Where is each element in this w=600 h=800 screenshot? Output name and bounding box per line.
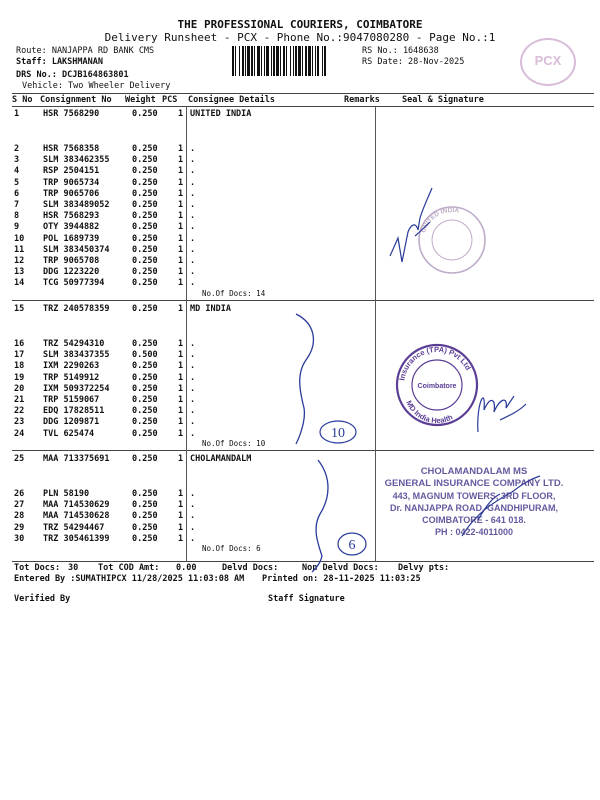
row-pcs: 1 <box>178 417 184 428</box>
row-pcs: 1 <box>178 211 184 222</box>
row-sno: 24 <box>14 428 25 439</box>
united-india-stamp <box>419 207 485 273</box>
col-remarks: Remarks <box>344 95 380 105</box>
row-weight: 0.250 <box>132 522 158 533</box>
row-sno: 21 <box>14 395 25 405</box>
row-pcs: 1 <box>178 522 184 533</box>
row-details: . <box>190 211 196 222</box>
md-india-stamp <box>397 345 477 425</box>
row-sno: 15 <box>14 304 25 314</box>
rs-no: RS No.: 1648638 <box>362 46 439 56</box>
row-details: . <box>190 522 196 533</box>
row-details: . <box>190 278 196 289</box>
row-pcs: 1 <box>178 278 184 289</box>
row-pcs: 1 <box>178 144 184 154</box>
row-pcs: 1 <box>178 350 184 361</box>
row-pcs: 1 <box>178 361 184 372</box>
row-consignment: DDG 1223220 <box>43 267 100 278</box>
row-consignment: POL 1689739 <box>43 233 100 244</box>
vehicle-label: Vehicle: Two Wheeler Delivery <box>22 81 171 91</box>
row-sno: 10 <box>14 233 25 244</box>
row-details: . <box>190 428 196 439</box>
row-pcs: 1 <box>178 166 184 177</box>
row-pcs: 1 <box>178 489 184 499</box>
row-weight: 0.250 <box>132 267 158 278</box>
row-consignment: RSP 2504151 <box>43 166 100 177</box>
row-consignment: TRP 5159067 <box>43 395 100 405</box>
delvy-pts-label: Delvy pts: <box>398 563 450 573</box>
row-details: . <box>190 361 196 372</box>
md-stamp-outer-text: Insurance (TPA) Pvt Ltd <box>397 344 473 382</box>
signature-2 <box>478 396 526 432</box>
row-details: . <box>190 222 196 233</box>
row-weight: 0.250 <box>132 339 158 349</box>
row-sno: 28 <box>14 511 25 522</box>
non-delvd-docs-label: Non Delvd Docs: <box>302 563 379 573</box>
row-pcs: 1 <box>178 256 184 266</box>
row-consignment: HSR 7568290 <box>43 109 100 119</box>
row-pcs: 1 <box>178 395 184 405</box>
row-weight: 0.500 <box>132 350 158 361</box>
row-sno: 2 <box>14 144 20 154</box>
md-stamp-bottom-text: MD India Health <box>404 399 455 426</box>
row-sno: 23 <box>14 417 25 428</box>
row-weight: 0.250 <box>132 278 158 289</box>
row-sno: 25 <box>14 454 25 464</box>
row-pcs: 1 <box>178 177 184 188</box>
chola-stamp-line: COIMBATORE - 641 018. <box>422 515 526 525</box>
bracket-group-2 <box>296 314 313 444</box>
row-pcs: 1 <box>178 511 184 522</box>
row-consignment: SLM 383450374 <box>43 244 110 255</box>
row-details: . <box>190 188 196 199</box>
row-sno: 1 <box>14 109 20 119</box>
row-pcs: 1 <box>178 339 184 349</box>
row-details: . <box>190 406 196 417</box>
row-details: . <box>190 200 196 210</box>
row-consignment: MAA 714530628 <box>43 511 110 522</box>
docs-count: No.Of Docs: 14 <box>202 288 266 298</box>
row-weight: 0.250 <box>132 155 158 166</box>
row-sno: 17 <box>14 350 25 361</box>
row-sno: 29 <box>14 522 25 533</box>
col-details: Consignee Details <box>188 95 275 105</box>
row-consignment: IXM 509372254 <box>43 383 110 394</box>
row-weight: 0.250 <box>132 109 158 119</box>
row-sno: 16 <box>14 339 25 349</box>
col-weight: Weight <box>125 95 156 105</box>
tot-docs-label: Tot Docs: <box>14 563 61 573</box>
row-details: . <box>190 533 196 544</box>
row-details: . <box>190 500 196 511</box>
row-weight: 0.250 <box>132 489 158 499</box>
docs-count: No.Of Docs: 10 <box>202 438 266 448</box>
delvd-docs-label: Delvd Docs: <box>222 563 279 573</box>
row-details: . <box>190 395 196 405</box>
row-weight: 0.250 <box>132 500 158 511</box>
row-consignment: TRZ 54294467 <box>43 522 105 533</box>
row-sno: 30 <box>14 533 25 544</box>
row-weight: 0.250 <box>132 406 158 417</box>
row-weight: 0.250 <box>132 166 158 177</box>
row-details: . <box>190 489 196 499</box>
row-sno: 4 <box>14 166 20 177</box>
row-pcs: 1 <box>178 533 184 544</box>
page-title: THE PROFESSIONAL COURIERS, COIMBATORE <box>177 18 423 31</box>
row-details: . <box>190 244 196 255</box>
row-sno: 13 <box>14 267 25 278</box>
svg-text:Insurance (TPA) Pvt Ltd <box>397 345 473 381</box>
row-details: . <box>190 417 196 428</box>
verified-by: Verified By <box>14 594 71 604</box>
row-consignment: EDQ 17828511 <box>43 406 105 417</box>
row-sno: 8 <box>14 211 20 222</box>
row-consignment: TRZ 305461399 <box>43 533 110 544</box>
row-weight: 0.250 <box>132 222 158 233</box>
row-consignment: TRZ 54294310 <box>43 339 105 349</box>
tot-cod-value: 0.00 <box>176 563 197 573</box>
row-details: . <box>190 166 196 177</box>
row-sno: 22 <box>14 406 25 417</box>
col-sno: S No <box>12 95 33 105</box>
row-sno: 19 <box>14 372 25 383</box>
row-pcs: 1 <box>178 109 184 119</box>
row-pcs: 1 <box>178 188 184 199</box>
row-details: . <box>190 511 196 522</box>
chola-stamp-line: CHOLAMANDALAM MS <box>420 466 528 477</box>
row-consignment: SLM 383462355 <box>43 155 110 166</box>
row-pcs: 1 <box>178 267 184 278</box>
row-details: . <box>190 256 196 266</box>
row-sno: 6 <box>14 188 20 199</box>
row-consignment: PLN 58190 <box>43 489 90 499</box>
row-weight: 0.250 <box>132 361 158 372</box>
row-pcs: 1 <box>178 200 184 210</box>
row-sno: 3 <box>14 155 20 166</box>
row-details: MD INDIA <box>190 304 231 314</box>
row-details: . <box>190 350 196 361</box>
row-consignment: TRP 9065706 <box>43 188 100 199</box>
handwritten-count-3: 6 <box>348 538 356 553</box>
row-consignment: HSR 7568358 <box>43 144 100 154</box>
route-label: Route: NANJAPPA RD BANK CMS <box>16 46 155 56</box>
row-pcs: 1 <box>178 244 184 255</box>
tot-docs-value: 30 <box>68 563 79 573</box>
row-details: . <box>190 339 196 349</box>
row-details: . <box>190 383 196 394</box>
row-details: . <box>190 267 196 278</box>
row-weight: 0.250 <box>132 511 158 522</box>
svg-text:MD India Health <box>404 399 454 425</box>
row-sno: 9 <box>14 222 20 233</box>
row-consignment: HSR 7568293 <box>43 211 100 222</box>
row-weight: 0.250 <box>132 395 158 405</box>
row-weight: 0.250 <box>132 304 158 314</box>
page-subtitle: Delivery Runsheet - PCX - Phone No.:9047080280 - Page No.:1 <box>104 31 496 44</box>
row-details: . <box>190 233 196 244</box>
row-consignment: MAA 714530629 <box>43 500 110 511</box>
row-pcs: 1 <box>178 233 184 244</box>
row-weight: 0.250 <box>132 233 158 244</box>
row-weight: 0.250 <box>132 256 158 266</box>
row-details: . <box>190 144 196 154</box>
row-pcs: 1 <box>178 383 184 394</box>
row-details: . <box>190 177 196 188</box>
row-sno: 20 <box>14 383 25 394</box>
row-weight: 0.250 <box>132 144 158 154</box>
row-pcs: 1 <box>178 406 184 417</box>
row-sno: 27 <box>14 500 25 511</box>
row-weight: 0.250 <box>132 417 158 428</box>
row-sno: 5 <box>14 177 20 188</box>
col-seal: Seal & Signature <box>402 95 484 105</box>
row-consignment: SLM 383437355 <box>43 350 110 361</box>
row-weight: 0.250 <box>132 200 158 210</box>
bracket-group-3 <box>312 460 328 572</box>
row-details: UNITED INDIA <box>190 109 252 119</box>
row-pcs: 1 <box>178 155 184 166</box>
row-details: . <box>190 372 196 383</box>
row-weight: 0.250 <box>132 372 158 383</box>
row-consignment: OTY 3944882 <box>43 222 100 233</box>
row-pcs: 1 <box>178 428 184 439</box>
row-consignment: IXM 2290263 <box>43 361 100 372</box>
row-weight: 0.250 <box>132 454 158 464</box>
printed-on: Printed on: 28-11-2025 11:03:25 <box>262 574 421 584</box>
row-sno: 14 <box>14 278 25 289</box>
row-consignment: MAA 713375691 <box>43 454 110 464</box>
row-weight: 0.250 <box>132 211 158 222</box>
row-weight: 0.250 <box>132 188 158 199</box>
row-weight: 0.250 <box>132 244 158 255</box>
row-pcs: 1 <box>178 304 184 314</box>
row-sno: 11 <box>14 244 25 255</box>
row-consignment: DDG 1209871 <box>43 417 100 428</box>
rs-date: RS Date: 28-Nov-2025 <box>362 57 465 67</box>
row-weight: 0.250 <box>132 533 158 544</box>
row-sno: 26 <box>14 489 25 499</box>
handwritten-count-2: 10 <box>331 426 345 441</box>
row-weight: 0.250 <box>132 428 158 439</box>
chola-stamp-line: GENERAL INSURANCE COMPANY LTD. <box>384 478 564 489</box>
row-pcs: 1 <box>178 372 184 383</box>
row-pcs: 1 <box>178 454 184 464</box>
chola-stamp-line: 443, MAGNUM TOWERS, 3RD FLOOR, <box>392 491 556 501</box>
row-weight: 0.250 <box>132 177 158 188</box>
row-consignment: TRP 9065734 <box>43 177 100 188</box>
row-consignment: TCG 50977394 <box>43 278 105 289</box>
row-sno: 18 <box>14 361 25 372</box>
docs-count: No.Of Docs: 6 <box>202 544 261 553</box>
col-pcs: PCS <box>162 95 178 105</box>
row-sno: 7 <box>14 200 20 210</box>
pcx-logo: PCX <box>520 38 576 86</box>
md-stamp-center-text: Coimbatore <box>417 383 457 390</box>
row-consignment: TRP 9065708 <box>43 256 100 266</box>
row-consignment: TRP 5149912 <box>43 372 100 383</box>
entered-by: Entered By :SUMATHIPCX 11/28/2025 11:03:08 AM <box>14 574 245 584</box>
row-consignment: TVL 625474 <box>43 428 95 439</box>
row-details: CHOLAMANDALM <box>190 454 252 464</box>
row-sno: 12 <box>14 256 25 266</box>
col-consignment: Consignment No <box>40 95 112 105</box>
tot-cod-label: Tot COD Amt: <box>98 563 160 573</box>
row-weight: 0.250 <box>132 383 158 394</box>
row-pcs: 1 <box>178 222 184 233</box>
staff-label: Staff: LAKSHMANAN <box>16 57 103 67</box>
row-consignment: TRZ 240578359 <box>43 304 110 314</box>
united-stamp-text: UNITED INDIA <box>420 206 460 234</box>
drs-label: DRS No.: DCJB164863801 <box>16 70 129 80</box>
chola-stamp-line: Dr. NANJAPPA ROAD, GANDHIPURAM, <box>389 503 558 513</box>
row-consignment: SLM 383489052 <box>43 200 110 210</box>
row-details: . <box>190 155 196 166</box>
row-pcs: 1 <box>178 500 184 511</box>
chola-stamp-line: PH : 0422-4011000 <box>434 527 514 537</box>
staff-signature: Staff Signature <box>268 594 345 604</box>
cholamandalam-stamp <box>370 466 578 538</box>
